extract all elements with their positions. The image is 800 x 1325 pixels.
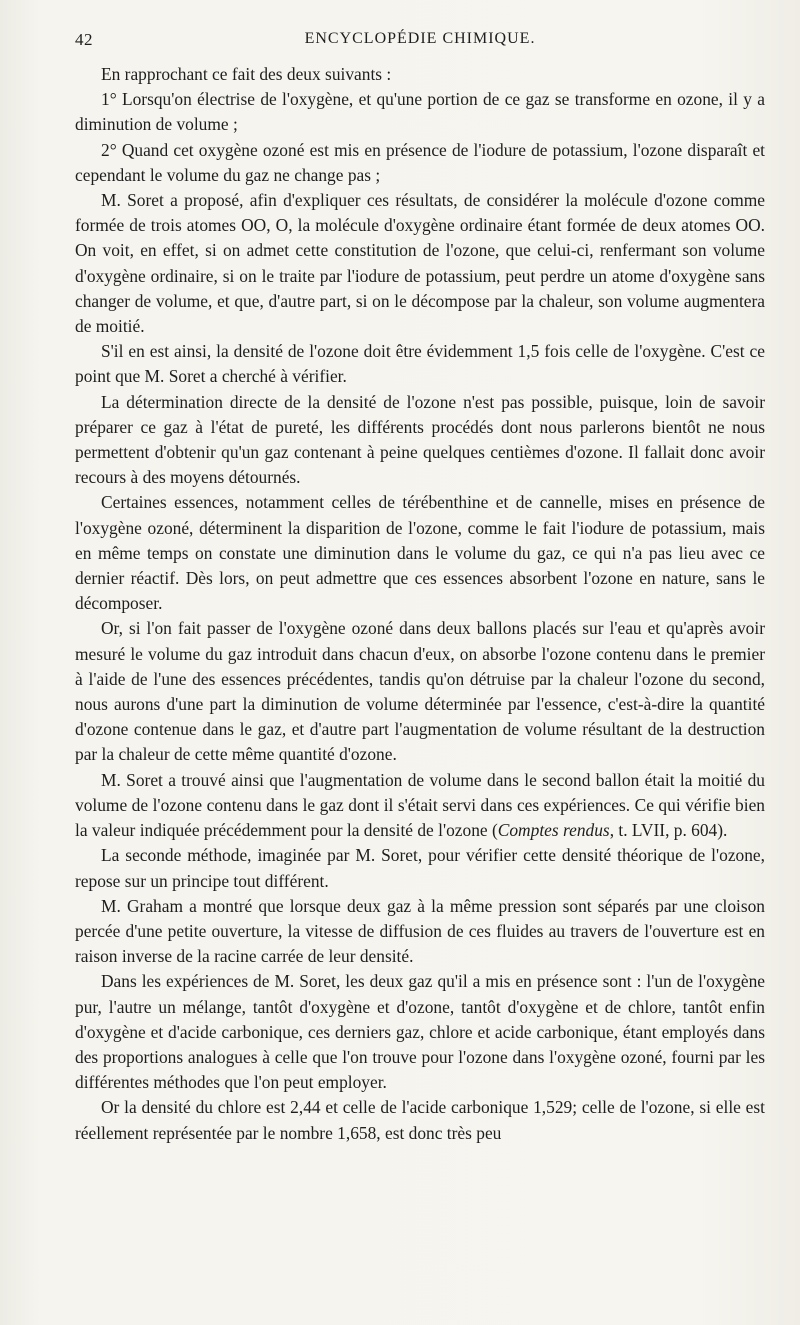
paragraph: Or, si l'on fait passer de l'oxygène ozoné dans deux ballons placés sur l'eau et qu'après avoir mesuré le volume du gaz introduit dans chacun d'eux, on absorbe l'ozone contenu dans le premier à l'aide de l'une des essences précédentes, tandis qu'on détruise par la chaleur l'ozone du second, nous aurons d'une part la diminution de volume déterminée par l'essence, c'est-à-dire la quantité d'ozone contenue dans le gaz, et d'autre part l'augmentation de volume résultant de la destruction par la chaleur de cette même quantité d'ozone. bbox=[75, 618, 765, 765]
paragraph: M. Graham a montré que lorsque deux gaz à la même pression sont séparés par une cloison percée d'une petite ouverture, la vitesse de diffusion de ces fluides au travers de l'ouverture est en raison inverse de la racine carrée de leur densité. bbox=[75, 895, 765, 967]
paragraph: S'il en est ainsi, la densité de l'ozone doit être évidemment 1,5 fois celle de l'oxygène. C'est ce point que M. Soret a cherché à vérifier. bbox=[75, 341, 765, 387]
paragraph-text: M. Soret a trouvé ainsi que l'augmentation de volume dans le second ballon était la moitié du volume de l'ozone contenu dans le gaz dont il s'était servi dans ces expériences. Ce qui vérifie bien la valeur indiquée précédemment pour la densité de l'ozone ( bbox=[75, 769, 765, 841]
citation-rest: , t. LVII, p. 604). bbox=[609, 820, 728, 841]
page-number: 42 bbox=[75, 30, 93, 49]
paragraph: Dans les expériences de M. Soret, les deux gaz qu'il a mis en présence sont : l'un de l'oxygène pur, l'autre un mélange, tantôt d'oxygène et d'ozone, tantôt d'oxygène et de chlore, tantôt enfin d'oxygène et d'acide carbonique, ces derniers gaz, chlore et acide carbonique, étant employés dans des proportions analogues à celle que l'on trouve pour l'ozone dans l'oxygène ozoné, fourni par les différentes méthodes que l'on peut employer. bbox=[75, 971, 765, 1093]
paragraph: 2° Quand cet oxygène ozoné est mis en présence de l'iodure de potassium, l'ozone disparaît et cependant le volume du gaz ne change pas ; bbox=[75, 139, 765, 185]
paragraph: La détermination directe de la densité de l'ozone n'est pas possible, puisque, loin de savoir préparer ce gaz à l'état de pureté, les différents procédés dont nous parlerons bientôt ne nous permettent d'obtenir qu'un gaz contenant à peine quelques centièmes d'ozone. Il fallait donc avoir recours à des moyens détournés. bbox=[75, 391, 765, 488]
paragraph: Or la densité du chlore est 2,44 et celle de l'acide carbonique 1,529; celle de l'ozone, si elle est réellement représentée par le nombre 1,658, est donc très peu bbox=[75, 1097, 765, 1143]
citation-title: Comptes rendus bbox=[497, 820, 610, 841]
running-title: ENCYCLOPÉDIE CHIMIQUE. bbox=[304, 30, 536, 47]
paragraph-with-citation bbox=[75, 768, 765, 844]
paragraph: En rapprochant ce fait des deux suivants : bbox=[101, 64, 392, 84]
paragraph: La seconde méthode, imaginée par M. Soret, pour vérifier cette densité théorique de l'ozone, repose sur un principe tout différent. bbox=[75, 845, 765, 891]
paragraph: M. Soret a proposé, afin d'expliquer ces résultats, de considérer la molécule d'ozone comme formée de trois atomes OO, O, la molécule d'oxygène ordinaire étant formée de deux atomes OO. On voit, en effet, si on admet cette constitution de l'ozone, que celui-ci, renfermant son volume d'oxygène ordinaire, si on le traite par l'iodure de potassium, peut perdre un atome d'oxygène sans changer de volume, et que, d'autre part, si on le décompose par la chaleur, son volume augmentera de moitié. bbox=[75, 190, 765, 337]
body-text bbox=[75, 62, 765, 1146]
paragraph: Certaines essences, notamment celles de térébenthine et de cannelle, mises en présence de l'oxygène ozoné, déterminent la disparition de l'ozone, comme le fait l'iodure de potassium, mais en même temps on constate une diminution dans le volume du gaz, ce qui n'a pas lieu avec ce dernier réactif. Dès lors, on peut admettre que ces essences absorbent l'ozone en nature, sans le décomposer. bbox=[75, 492, 765, 614]
paragraph: 1° Lorsqu'on électrise de l'oxygène, et qu'une portion de ce gaz se transforme en ozone, il y a diminution de volume ; bbox=[75, 89, 765, 135]
page-header bbox=[75, 30, 765, 56]
